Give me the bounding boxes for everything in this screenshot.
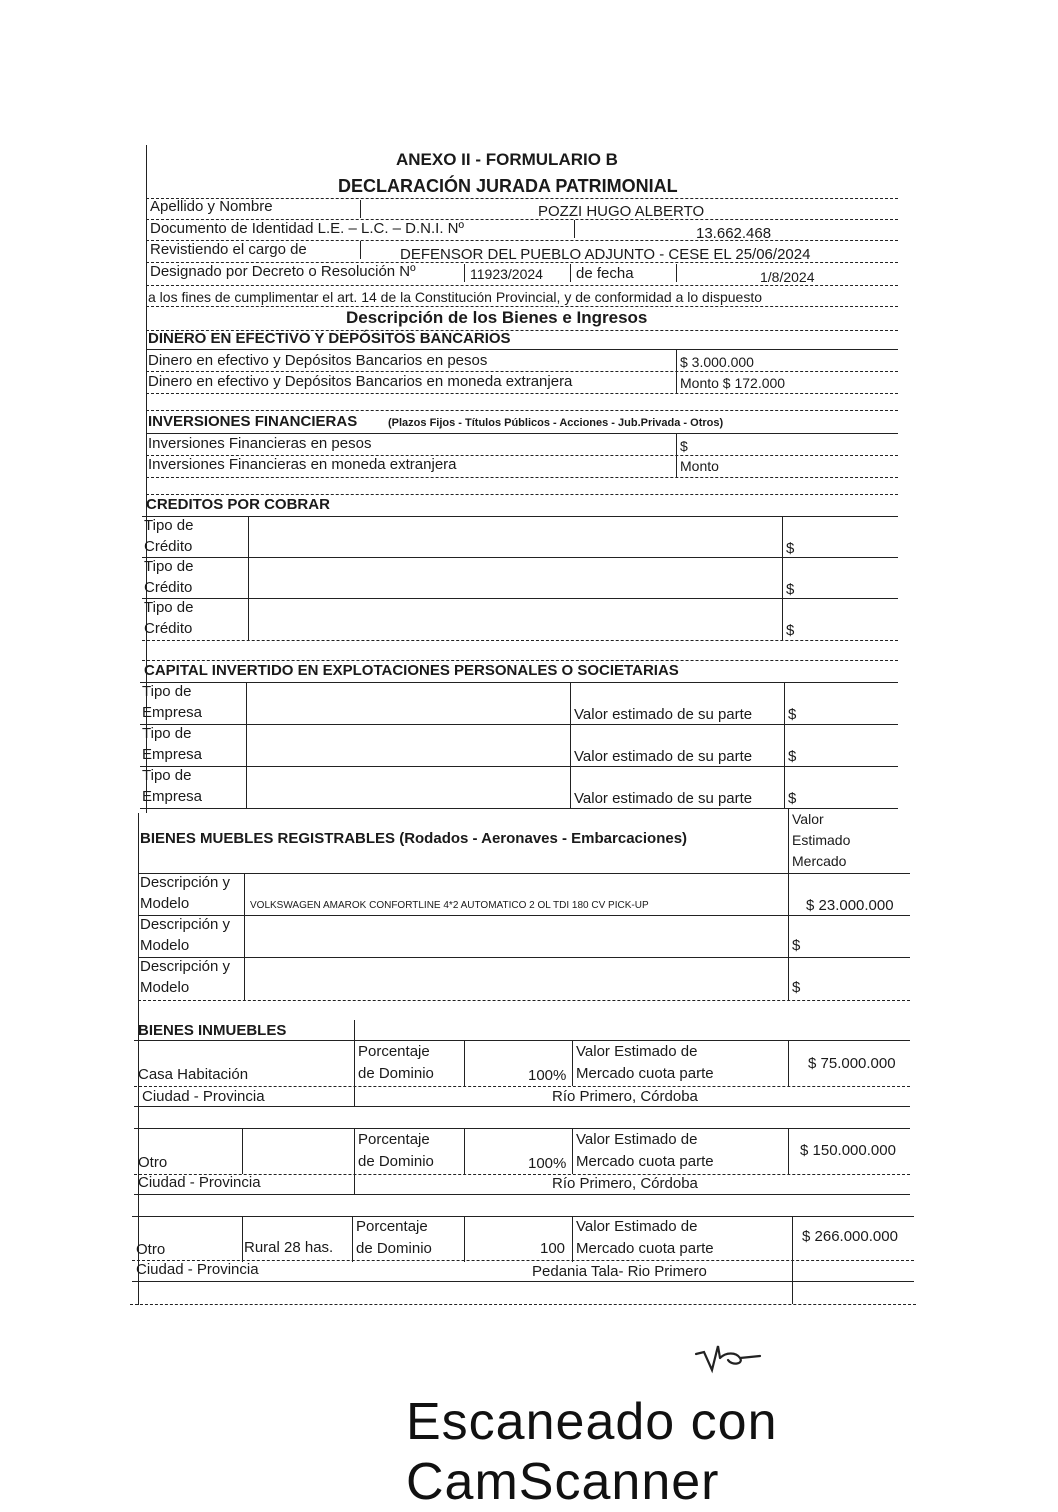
capital-1-valor-label: Valor estimado de su parte — [574, 706, 753, 723]
dinero-extranjera-value[interactable]: Monto $ 172.000 — [680, 375, 786, 391]
mueble-2-value[interactable]: $ — [792, 937, 801, 954]
credito-2-label-b: Crédito — [144, 579, 193, 596]
inmueble-3-tipo[interactable]: Otro — [136, 1241, 166, 1258]
inmueble-3-extra[interactable]: Rural 28 has. — [244, 1239, 334, 1256]
capital-3-label-b: Empresa — [142, 788, 203, 805]
divider — [464, 1040, 465, 1086]
divider — [146, 410, 898, 411]
muebles-valor-1: Valor — [792, 811, 824, 827]
dinero-pesos-label: Dinero en efectivo y Depósitos Bancarios en pesos — [148, 352, 488, 369]
divider — [146, 433, 898, 434]
inmueble-3-value[interactable]: $ 266.000.000 — [802, 1228, 898, 1245]
divider — [142, 557, 898, 558]
inmueble-2-valor-b: Mercado cuota parte — [576, 1153, 714, 1170]
divider — [572, 1040, 573, 1086]
capital-1-label-b: Empresa — [142, 704, 203, 721]
inversiones-extranjera-value[interactable]: Monto — [680, 458, 719, 474]
divider — [146, 349, 898, 350]
divider — [572, 1216, 573, 1262]
divider — [360, 200, 361, 218]
divider — [352, 1216, 353, 1262]
divider — [140, 766, 898, 767]
divider — [142, 516, 898, 517]
muebles-valor-3: Mercado — [792, 853, 847, 869]
dinero-pesos-value[interactable]: $ 3.000.000 — [680, 354, 754, 370]
divider — [464, 1216, 465, 1262]
fecha-value[interactable]: 1/8/2024 — [760, 269, 815, 285]
inmueble-1-porcentaje-a: Porcentaje — [358, 1043, 430, 1060]
divider — [784, 682, 785, 808]
credito-3-label-a: Tipo de — [144, 599, 194, 616]
divider — [572, 1128, 573, 1174]
divider — [140, 808, 898, 809]
name-value[interactable]: POZZI HUGO ALBERTO — [538, 203, 705, 220]
capital-3-label-a: Tipo de — [142, 767, 192, 784]
cargo-label: Revistiendo el cargo de — [150, 241, 307, 258]
inmueble-1-tipo[interactable]: Casa Habitación — [138, 1066, 249, 1083]
divider — [788, 1040, 789, 1086]
divider — [138, 957, 910, 958]
fines-text: a los fines de cumplimentar el art. 14 de la Constitución Provincial, y de conformidad a lo dispuesto — [148, 289, 762, 305]
inmueble-1-value[interactable]: $ 75.000.000 — [808, 1055, 896, 1072]
capital-2-label-a: Tipo de — [142, 725, 192, 742]
divider — [570, 264, 571, 282]
inmueble-1-ciudad[interactable]: Río Primero, Córdoba — [552, 1088, 698, 1105]
divider — [788, 1128, 789, 1174]
name-label: Apellido y Nombre — [150, 198, 273, 215]
divider — [788, 808, 789, 1000]
divider — [134, 1106, 910, 1107]
mueble-2-label-a: Descripción y — [140, 916, 231, 933]
dinero-extranjera-label: Dinero en efectivo y Depósitos Bancarios en moneda extranjera — [148, 373, 573, 390]
creditos-title: CREDITOS POR COBRAR — [146, 496, 330, 513]
scanner-watermark: Escaneado con CamScanner — [406, 1393, 778, 1511]
divider — [242, 1128, 243, 1174]
doc-value[interactable]: 13.662.468 — [696, 225, 772, 242]
divider — [574, 220, 575, 238]
inversiones-pesos-value[interactable]: $ — [680, 438, 688, 454]
inversiones-subtitle: (Plazos Fijos - Títulos Públicos - Acciones - Jub.Privada - Otros) — [388, 417, 724, 429]
credito-1-label-a: Tipo de — [144, 517, 194, 534]
divider — [246, 682, 247, 808]
capital-1-label-a: Tipo de — [142, 683, 192, 700]
cargo-value[interactable]: DEFENSOR DEL PUEBLO ADJUNTO - CESE EL 25/06/2024 — [400, 246, 811, 263]
decreto-value[interactable]: 11923/2024 — [470, 266, 543, 282]
capital-2-label-b: Empresa — [142, 746, 203, 763]
divider — [360, 241, 361, 259]
mueble-3-value[interactable]: $ — [792, 979, 801, 996]
form-title: DECLARACIÓN JURADA PATRIMONIAL — [338, 176, 678, 196]
inmueble-2-valor-a: Valor Estimado de — [576, 1131, 698, 1148]
inmueble-3-porcentaje-b: de Dominio — [356, 1240, 432, 1257]
divider — [242, 1216, 243, 1262]
inmueble-3-valor-b: Mercado cuota parte — [576, 1240, 714, 1257]
inmueble-3-porcentaje-a: Porcentaje — [356, 1218, 428, 1235]
credito-3-label-b: Crédito — [144, 620, 193, 637]
divider — [134, 1086, 910, 1087]
divider — [134, 1128, 910, 1129]
decreto-label: Designado por Decreto o Resolución Nº — [150, 263, 416, 280]
inmueble-2-porcentaje-a: Porcentaje — [358, 1131, 430, 1148]
capital-title: CAPITAL INVERTIDO EN EXPLOTACIONES PERSONALES O SOCIETARIAS — [144, 662, 679, 679]
dinero-title: DINERO EN EFECTIVO Y DEPÓSITOS BANCARIOS — [148, 330, 511, 347]
fecha-label: de fecha — [576, 265, 634, 282]
divider — [138, 915, 910, 916]
signature-mark — [690, 1338, 770, 1378]
divider — [134, 1040, 910, 1041]
divider — [676, 264, 677, 282]
divider — [464, 264, 465, 282]
divider — [248, 516, 249, 640]
inmueble-1-valor-b: Mercado cuota parte — [576, 1065, 714, 1082]
divider — [354, 1128, 355, 1194]
inmueble-1-valor-a: Valor Estimado de — [576, 1043, 698, 1060]
divider — [146, 393, 898, 394]
credito-3-currency[interactable]: $ — [786, 622, 795, 639]
divider — [570, 682, 571, 808]
inmueble-2-porcentaje-b: de Dominio — [358, 1153, 434, 1170]
inversiones-extranjera-label: Inversiones Financieras en moneda extranjera — [148, 456, 457, 473]
divider — [138, 1000, 910, 1001]
divider — [142, 598, 898, 599]
mueble-1-label-b: Modelo — [140, 895, 190, 912]
inversiones-title: INVERSIONES FINANCIERAS — [148, 413, 358, 430]
inmueble-2-value[interactable]: $ 150.000.000 — [800, 1142, 896, 1159]
declaration-form — [128, 140, 918, 1310]
inmueble-1-pct[interactable]: 100% — [528, 1067, 567, 1084]
divider — [146, 477, 898, 478]
inmueble-3-ciudad[interactable]: Pedania Tala- Rio Primero — [532, 1263, 707, 1280]
capital-2-currency[interactable]: $ — [788, 748, 797, 765]
inmueble-2-ciudad[interactable]: Río Primero, Córdoba — [552, 1175, 698, 1192]
credito-1-label-b: Crédito — [144, 538, 193, 555]
divider — [132, 1281, 914, 1282]
credito-2-label-a: Tipo de — [144, 558, 194, 575]
capital-3-valor-label: Valor estimado de su parte — [574, 790, 753, 807]
inmueble-1-ciudad-label: Ciudad - Provincia — [142, 1088, 265, 1105]
inmueble-2-pct[interactable]: 100% — [528, 1155, 567, 1172]
capital-3-currency[interactable]: $ — [788, 790, 797, 807]
divider — [244, 873, 245, 1000]
mueble-1-label-a: Descripción y — [140, 874, 231, 891]
divider — [134, 1194, 910, 1195]
annex-title: ANEXO II - FORMULARIO B — [396, 150, 618, 169]
inmueble-3-valor-a: Valor Estimado de — [576, 1218, 698, 1235]
inversiones-pesos-label: Inversiones Financieras en pesos — [148, 435, 372, 452]
muebles-title: BIENES MUEBLES REGISTRABLES (Rodados - Aeronaves - Embarcaciones) — [140, 830, 688, 847]
mueble-3-label-a: Descripción y — [140, 958, 231, 975]
doc-label: Documento de Identidad L.E. – L.C. – D.N.I. Nº — [150, 220, 464, 237]
description-title: Descripción de los Bienes e Ingresos — [346, 308, 648, 327]
capital-1-currency[interactable]: $ — [788, 706, 797, 723]
divider — [464, 1128, 465, 1174]
inmueble-3-ciudad-label: Ciudad - Provincia — [136, 1261, 259, 1278]
inmueble-2-tipo[interactable]: Otro — [138, 1154, 168, 1171]
divider — [142, 660, 898, 661]
divider — [146, 371, 898, 372]
inmueble-3-pct[interactable]: 100 — [540, 1240, 566, 1257]
divider — [132, 1216, 914, 1217]
muebles-valor-2: Estimado — [792, 832, 851, 848]
divider — [782, 516, 783, 640]
mueble-1-desc[interactable]: VOLKSWAGEN AMAROK CONFORTLINE 4*2 AUTOMATICO 2 OL TDI 180 CV PICK-UP — [250, 900, 649, 911]
inmuebles-title: BIENES INMUEBLES — [138, 1022, 287, 1039]
inmueble-2-ciudad-label: Ciudad - Provincia — [138, 1174, 261, 1191]
divider — [146, 306, 898, 307]
mueble-2-label-b: Modelo — [140, 937, 190, 954]
credito-1-currency[interactable]: $ — [786, 540, 795, 557]
divider — [146, 285, 898, 286]
mueble-3-label-b: Modelo — [140, 979, 190, 996]
divider — [142, 640, 898, 641]
divider — [130, 1304, 916, 1305]
mueble-1-value[interactable]: $ 23.000.000 — [806, 897, 894, 914]
divider — [138, 873, 910, 874]
capital-2-valor-label: Valor estimado de su parte — [574, 748, 753, 765]
divider — [354, 1020, 355, 1106]
inmueble-1-porcentaje-b: de Dominio — [358, 1065, 434, 1082]
divider — [140, 724, 898, 725]
form-left-border-lower — [138, 813, 139, 1305]
credito-2-currency[interactable]: $ — [786, 581, 795, 598]
divider — [146, 494, 898, 495]
